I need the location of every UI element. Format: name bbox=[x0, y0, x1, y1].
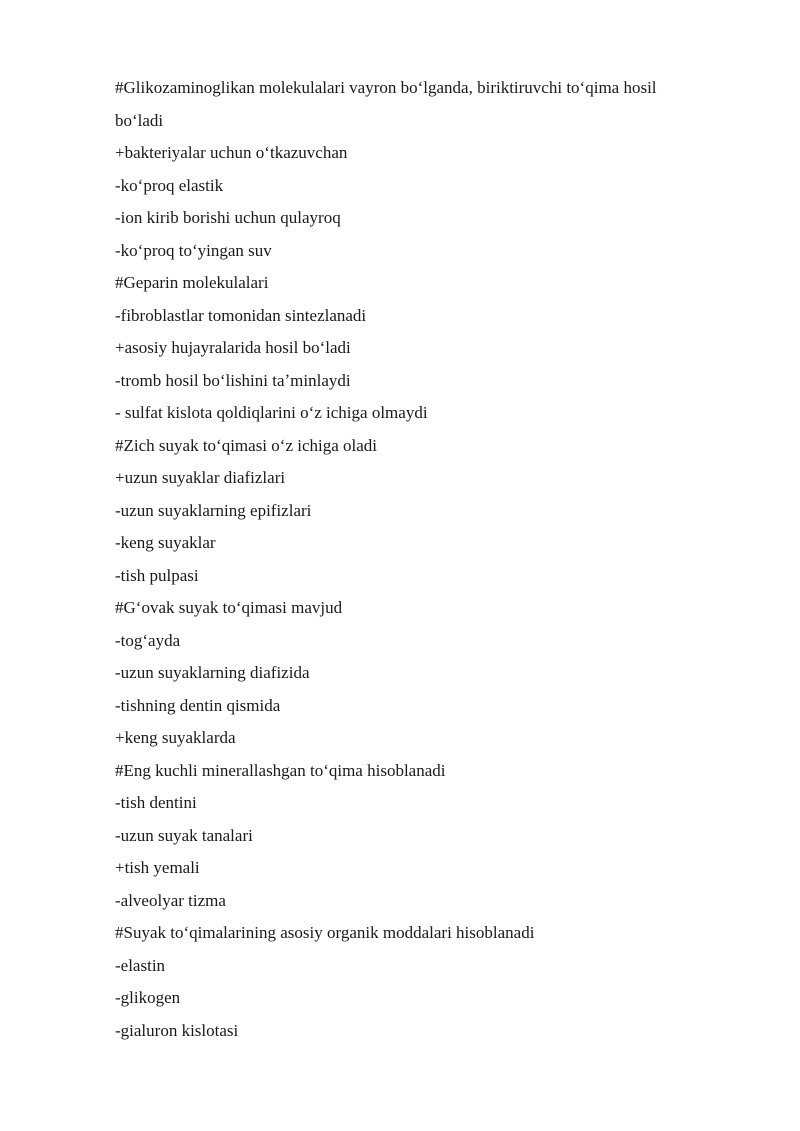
answer-option: +tish yemali bbox=[115, 858, 200, 877]
question-line-2: #Geparin molekulalari bbox=[115, 273, 269, 292]
answer-option: -ion kirib borishi uchun qulayroq bbox=[115, 208, 341, 227]
question-line-4: #Gʻovak suyak toʻqimasi mavjud bbox=[115, 598, 343, 617]
answer-option: -tishning dentin qismida bbox=[115, 695, 281, 715]
answer-option: -koʻproq toʻyingan suv bbox=[115, 240, 272, 260]
answer-option: -uzun suyaklarning diafizida bbox=[115, 663, 310, 682]
answer-option: +uzun suyaklar diafizlari bbox=[115, 468, 286, 487]
answer-option: -keng suyaklar bbox=[115, 533, 216, 552]
document-page bbox=[115, 72, 735, 1047]
question-line-3: #Zich suyak toʻqimasi oʻz ichiga oladi bbox=[115, 435, 378, 455]
question-line-5: #Eng kuchli minerallashgan toʻqima hisoblanadi bbox=[115, 760, 446, 780]
answer-option: -elastin bbox=[115, 955, 166, 975]
answer-option: +keng suyaklarda bbox=[115, 728, 236, 747]
answer-option: - sulfat kislota qoldiqlarini oʻz ichiga olmaydi bbox=[115, 403, 428, 422]
answer-option: -koʻproq elastik bbox=[115, 175, 224, 195]
answer-option: -alveolyar tizma bbox=[115, 890, 226, 910]
answer-option: -uzun suyaklarning epifizlari bbox=[115, 500, 312, 520]
answer-option: -glikogen bbox=[115, 988, 181, 1007]
answer-option: -uzun suyak tanalari bbox=[115, 825, 253, 845]
answer-option: -tish dentini bbox=[115, 793, 197, 812]
question-line-1: #Glikozaminoglikan molekulalari vayron boʻlganda, biriktiruvchi toʻqima hosil bbox=[115, 78, 657, 97]
answer-option: -tromb hosil boʻlishini taʼminlaydi bbox=[115, 370, 351, 390]
question-line-1-cont: boʻladi bbox=[115, 110, 164, 130]
question-line-6: #Suyak toʻqimalarining asosiy organik moddalari hisoblanadi bbox=[115, 923, 535, 942]
answer-option: +asosiy hujayralarida hosil boʻladi bbox=[115, 338, 351, 357]
answer-option: -fibroblastlar tomonidan sintezlanadi bbox=[115, 305, 367, 325]
answer-option: -togʻayda bbox=[115, 630, 181, 650]
answer-option: -gialuron kislotasi bbox=[115, 1020, 239, 1040]
answer-option: -tish pulpasi bbox=[115, 565, 199, 585]
answer-option: +bakteriyalar uchun oʻtkazuvchan bbox=[115, 143, 348, 162]
